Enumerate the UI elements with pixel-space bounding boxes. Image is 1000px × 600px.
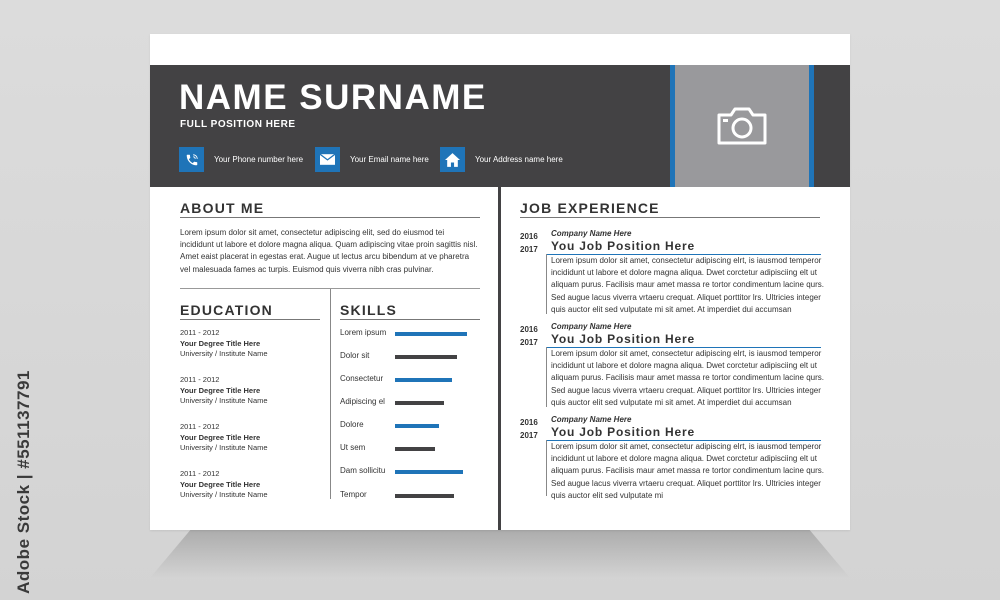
skill-label: Ut sem bbox=[340, 443, 366, 452]
photo-placeholder[interactable] bbox=[670, 65, 814, 187]
job-year-start: 2016 bbox=[520, 232, 538, 241]
education-years: 2011 - 2012 bbox=[180, 469, 220, 478]
job-timeline-line bbox=[546, 347, 547, 407]
education-item bbox=[180, 469, 268, 501]
contact-address-text: Your Address name here bbox=[475, 155, 563, 164]
education-degree: Your Degree Title Here bbox=[180, 432, 261, 442]
job-years bbox=[520, 323, 538, 349]
skill-label: Tempor bbox=[340, 490, 367, 499]
education-rule bbox=[180, 319, 320, 320]
skill-bar bbox=[395, 470, 463, 474]
job-year-start: 2016 bbox=[520, 325, 538, 334]
stock-id-watermark bbox=[4, 372, 44, 592]
job-experience-rule bbox=[520, 217, 820, 218]
skills-rule bbox=[340, 319, 480, 320]
job-experience-heading: JOB EXPERIENCE bbox=[520, 200, 660, 216]
education-years: 2011 - 2012 bbox=[180, 328, 220, 337]
skill-bar bbox=[395, 355, 457, 359]
skill-bar bbox=[395, 378, 452, 382]
job-title: You Job Position Here bbox=[551, 239, 695, 253]
education-degree: Your Degree Title Here bbox=[180, 385, 261, 395]
education-years: 2011 - 2012 bbox=[180, 375, 220, 384]
position-subtitle: FULL POSITION HERE bbox=[180, 119, 296, 130]
home-icon bbox=[440, 147, 465, 172]
job-title: You Job Position Here bbox=[551, 332, 695, 346]
education-item bbox=[180, 422, 268, 454]
skill-label: Consectetur bbox=[340, 374, 384, 383]
skill-bar bbox=[395, 494, 454, 498]
education-school: University / Institute Name bbox=[180, 443, 268, 452]
job-year-end: 2017 bbox=[520, 431, 538, 440]
education-school: University / Institute Name bbox=[180, 349, 268, 358]
job-company: Company Name Here bbox=[551, 322, 632, 331]
skill-bar bbox=[395, 424, 439, 428]
skill-label: Dam sollicitu bbox=[340, 466, 386, 475]
job-years bbox=[520, 416, 538, 442]
resume-page bbox=[150, 34, 850, 530]
job-description: Lorem ipsum dolor sit amet, consectetur adipiscing elrt, is iausmod temperor incididunt ut labore et dolore magna aliqua. Dwet corctetur adipisciing elt ut aliquam purus. Facilisis maur amet massa re tortor condimentum lacine qurs. Sed augue lacus viverra vrtaeru crequat. Aliquet porttitor lrs. Ultricies integer quis auctor elit sed vulputate mi sit amet. At imperdiet dui accumsan bbox=[551, 256, 824, 314]
contact-email bbox=[315, 147, 429, 172]
job-year-start: 2016 bbox=[520, 418, 538, 427]
job-years bbox=[520, 230, 538, 256]
job-description: Lorem ipsum dolor sit amet, consectetur adipiscing elrt, is iausmod temperor incididunt ut labore et dolore magna aliqua. Dwet corctetur adipisciing elt ut aliquam purus. Facilisis maur amet massa re tortor condimentum lacine qurs. Sed augue lacus viverra vrtaeru crequat. Aliquet porttitor lrs. Ultricies integer quis auctor elit sed vulputate mi sit amet. At imperdiet dui accumsan bbox=[551, 349, 824, 407]
skills-heading: SKILLS bbox=[340, 302, 397, 318]
page-shadow-left bbox=[150, 528, 500, 578]
skill-label: Dolor sit bbox=[340, 351, 370, 360]
job-year-end: 2017 bbox=[520, 338, 538, 347]
skill-label: Lorem ipsum bbox=[340, 328, 387, 337]
education-school: University / Institute Name bbox=[180, 396, 268, 405]
about-rule bbox=[180, 217, 480, 218]
education-degree: Your Degree Title Here bbox=[180, 479, 261, 489]
skill-bar bbox=[395, 447, 435, 451]
skill-label: Dolore bbox=[340, 420, 364, 429]
education-school: University / Institute Name bbox=[180, 490, 268, 499]
contact-email-text: Your Email name here bbox=[350, 155, 429, 164]
job-timeline-line bbox=[546, 440, 547, 496]
page-shadow-right bbox=[500, 528, 850, 578]
job-company: Company Name Here bbox=[551, 229, 632, 238]
column-divider bbox=[498, 187, 501, 530]
skill-bar bbox=[395, 401, 444, 405]
job-title: You Job Position Here bbox=[551, 425, 695, 439]
camera-icon bbox=[715, 105, 769, 147]
job-year-end: 2017 bbox=[520, 245, 538, 254]
education-item bbox=[180, 375, 268, 407]
skill-bar bbox=[395, 332, 467, 336]
about-heading: ABOUT ME bbox=[180, 200, 265, 216]
education-item bbox=[180, 328, 268, 360]
education-skills-separator bbox=[330, 289, 331, 499]
job-timeline-line bbox=[546, 254, 547, 314]
about-text: Lorem ipsum dolor sit amet, consectetur adipiscing elit, sed do eiusmod tei incididunt ut labore et dolore magna aliqua. Quam adipiscing vitae proin sagittis nisl. Amet eaist placerat in egestas erat. Augue ut lectus arcu bibendum at ve pharetra vel malesuada fames ac turpis. Euismod quis viverra nibh cras pulvinar. bbox=[180, 228, 478, 274]
education-years: 2011 - 2012 bbox=[180, 422, 220, 431]
job-description: Lorem ipsum dolor sit amet, consectetur adipiscing elrt, is iausmod temperor incididunt ut labore et dolore magna aliqua. Dwet corctetur adipisciing elt ut aliquam purus. Facilisis maur amet massa re tortor condimentum lacine qurs. Sed augue lacus viverra vrtaeru crequat. Aliquet porttitor lrs. Ultricies integer quis auctor elit sed vulputate mi bbox=[551, 442, 824, 500]
education-heading: EDUCATION bbox=[180, 302, 273, 318]
job-company: Company Name Here bbox=[551, 415, 632, 424]
contact-phone-text: Your Phone number here bbox=[214, 155, 304, 164]
phone-icon bbox=[179, 147, 204, 172]
education-degree: Your Degree Title Here bbox=[180, 338, 261, 348]
envelope-icon bbox=[315, 147, 340, 172]
stock-id-text: Adobe Stock | #551137791 bbox=[14, 370, 33, 594]
contact-phone bbox=[179, 147, 303, 172]
skill-label: Adipiscing el bbox=[340, 397, 385, 406]
contact-address bbox=[440, 147, 563, 172]
name-heading: NAME SURNAME bbox=[179, 78, 487, 117]
